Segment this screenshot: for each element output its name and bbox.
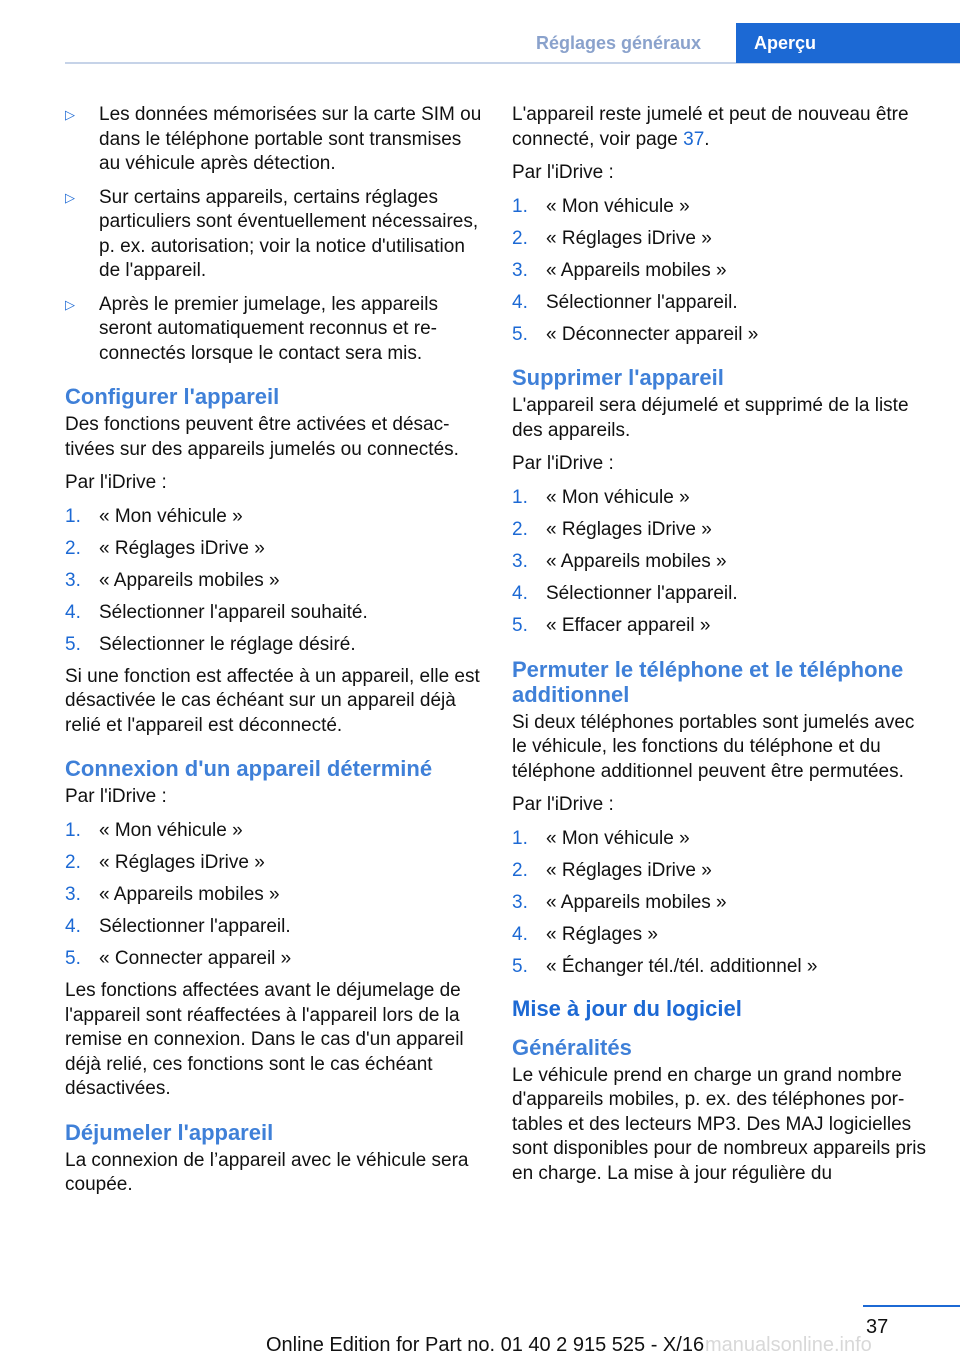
steps-disconnect <box>512 195 930 348</box>
list-item: 3. « Appareils mobiles » <box>65 884 280 906</box>
heading-connect: Connexion d'un appareil déterminé <box>65 756 433 782</box>
list-item: 2. « Réglages iDrive » <box>65 852 265 874</box>
list-item: 1. « Mon véhicule » <box>512 827 690 849</box>
watermark: manualsonline.info <box>705 1334 872 1356</box>
paragraph: Les fonctions affectées avant le déjumelage de l'appareil sont réaffectées à l'appareil lors de la remise en connexion. Dans le cas d'un appareil déjà relié, ces fonctions sont le cas échéant désactivées. <box>65 980 464 1100</box>
triangle-bullet-icon: ▷ <box>65 107 75 122</box>
list-item: 4. Sélectionner l'appareil. <box>512 583 738 605</box>
list-item: 1. « Mon véhicule » <box>512 195 690 217</box>
list-item: 4. Sélectionner l'appareil souhaité. <box>65 601 368 623</box>
tab-apercu[interactable]: Aperçu <box>736 23 960 63</box>
list-item: 3. « Appareils mobiles » <box>512 551 727 573</box>
paragraph: L'appareil sera déjumelé et supprimé de la liste des appareils. <box>512 395 909 441</box>
list-item: 3. « Appareils mobiles » <box>512 891 727 913</box>
paragraph: L'appareil reste jumelé et peut de nouveau être connecté, voir page 37. <box>512 104 909 150</box>
heading-configure: Configurer l'appareil <box>65 384 280 409</box>
list-item: 5. Sélectionner le réglage désiré. <box>65 633 356 655</box>
paragraph: Par l'iDrive : <box>512 162 614 183</box>
paragraph: Par l'iDrive : <box>512 453 614 475</box>
list-item: ▷ Les données mémorisées sur la carte SIM ou dans le téléphone portable sont transmises au véhicule après détection. <box>65 104 482 174</box>
heading-delete: Supprimer l'appareil <box>512 365 724 391</box>
footer-rule <box>863 1305 960 1307</box>
list-item: 4. Sélectionner l'appareil. <box>512 291 738 313</box>
paragraph: La connexion de l’appareil avec le véhicule sera coupée. <box>65 1149 469 1196</box>
list-item: 1. « Mon véhicule » <box>65 819 243 841</box>
triangle-bullet-icon: ▷ <box>65 189 75 205</box>
paragraph: Le véhicule prend en charge un grand nombre d'appareils mobiles, p. ex. des téléphones portables et des lecteurs MP3. Des MAJ logicielles sont disponibles pour de nombreux appareils pris en charge. La mise à jour régulière du <box>512 1064 927 1184</box>
bullet-list <box>65 103 483 366</box>
list-item: 5. « Connecter appareil » <box>65 948 292 970</box>
list-item: 4. « Réglages » <box>512 924 658 946</box>
list-item: ▷ Sur certains appareils, certains réglages particuliers sont éventuellement nécessaires, p. ex. autorisation; voir la notice d'utilisation de l'appareil. <box>65 186 479 281</box>
list-item: 2. « Réglages iDrive » <box>512 227 712 249</box>
right-column <box>512 103 930 1195</box>
list-item: 2. « Réglages iDrive » <box>512 859 712 881</box>
list-item: 5. « Déconnecter appareil » <box>512 323 759 345</box>
paragraph: Par l'iDrive : <box>65 786 167 808</box>
paragraph: Par l'iDrive : <box>512 794 614 816</box>
steps-delete <box>512 486 930 639</box>
list-item: 3. « Appareils mobiles » <box>512 259 727 281</box>
steps-connect <box>65 819 483 972</box>
triangle-bullet-icon: ▷ <box>65 296 75 312</box>
list-item: 5. « Échanger tél./tél. additionnel » <box>512 956 818 978</box>
left-column <box>65 103 483 1207</box>
edition-text: Online Edition for Part no. 01 40 2 915 525 - X/16 <box>266 1334 705 1356</box>
page-link[interactable]: 37 <box>683 128 705 150</box>
paragraph: Des fonctions peuvent être activées et désactivées sur des appareils jumelés ou connectés. <box>65 414 459 460</box>
list-item: 4. Sélectionner l'appareil. <box>65 916 291 938</box>
list-item: 2. « Réglages iDrive » <box>512 518 712 540</box>
list-item: 1. « Mon véhicule » <box>512 486 690 508</box>
paragraph: Si une fonction est affectée à un appareil, elle est désactivée le cas échéant sur un appareil déjà relié et l'appareil est déconnecté. <box>65 665 480 736</box>
heading-software-update: Mise à jour du logiciel <box>512 995 742 1021</box>
list-item: 3. « Appareils mobiles » <box>65 569 280 591</box>
list-item: 1. « Mon véhicule » <box>65 505 243 527</box>
section-title: Réglages généraux <box>536 33 702 53</box>
list-item: ▷ Après le premier jumelage, les appareils seront automatiquement reconnus et reconnectés lorsque le contact sera mis. <box>65 293 438 364</box>
page-number: 37 <box>866 1316 889 1338</box>
paragraph: Par l'iDrive : <box>65 472 167 493</box>
heading-swap: Permuter le téléphone et le téléphone additionnel <box>512 656 904 707</box>
paragraph: Si deux téléphones portables sont jumelés avec le véhicule, les fonctions du téléphone et du téléphone additionnel peuvent être permutées. <box>512 711 915 782</box>
heading-unpair: Déjumeler l'appareil <box>65 1119 274 1145</box>
list-item: 5. « Effacer appareil » <box>512 615 711 637</box>
list-item: 2. « Réglages iDrive » <box>65 537 265 559</box>
heading-general: Généralités <box>512 1034 632 1060</box>
steps-swap <box>512 827 930 980</box>
steps-configure <box>65 505 483 658</box>
